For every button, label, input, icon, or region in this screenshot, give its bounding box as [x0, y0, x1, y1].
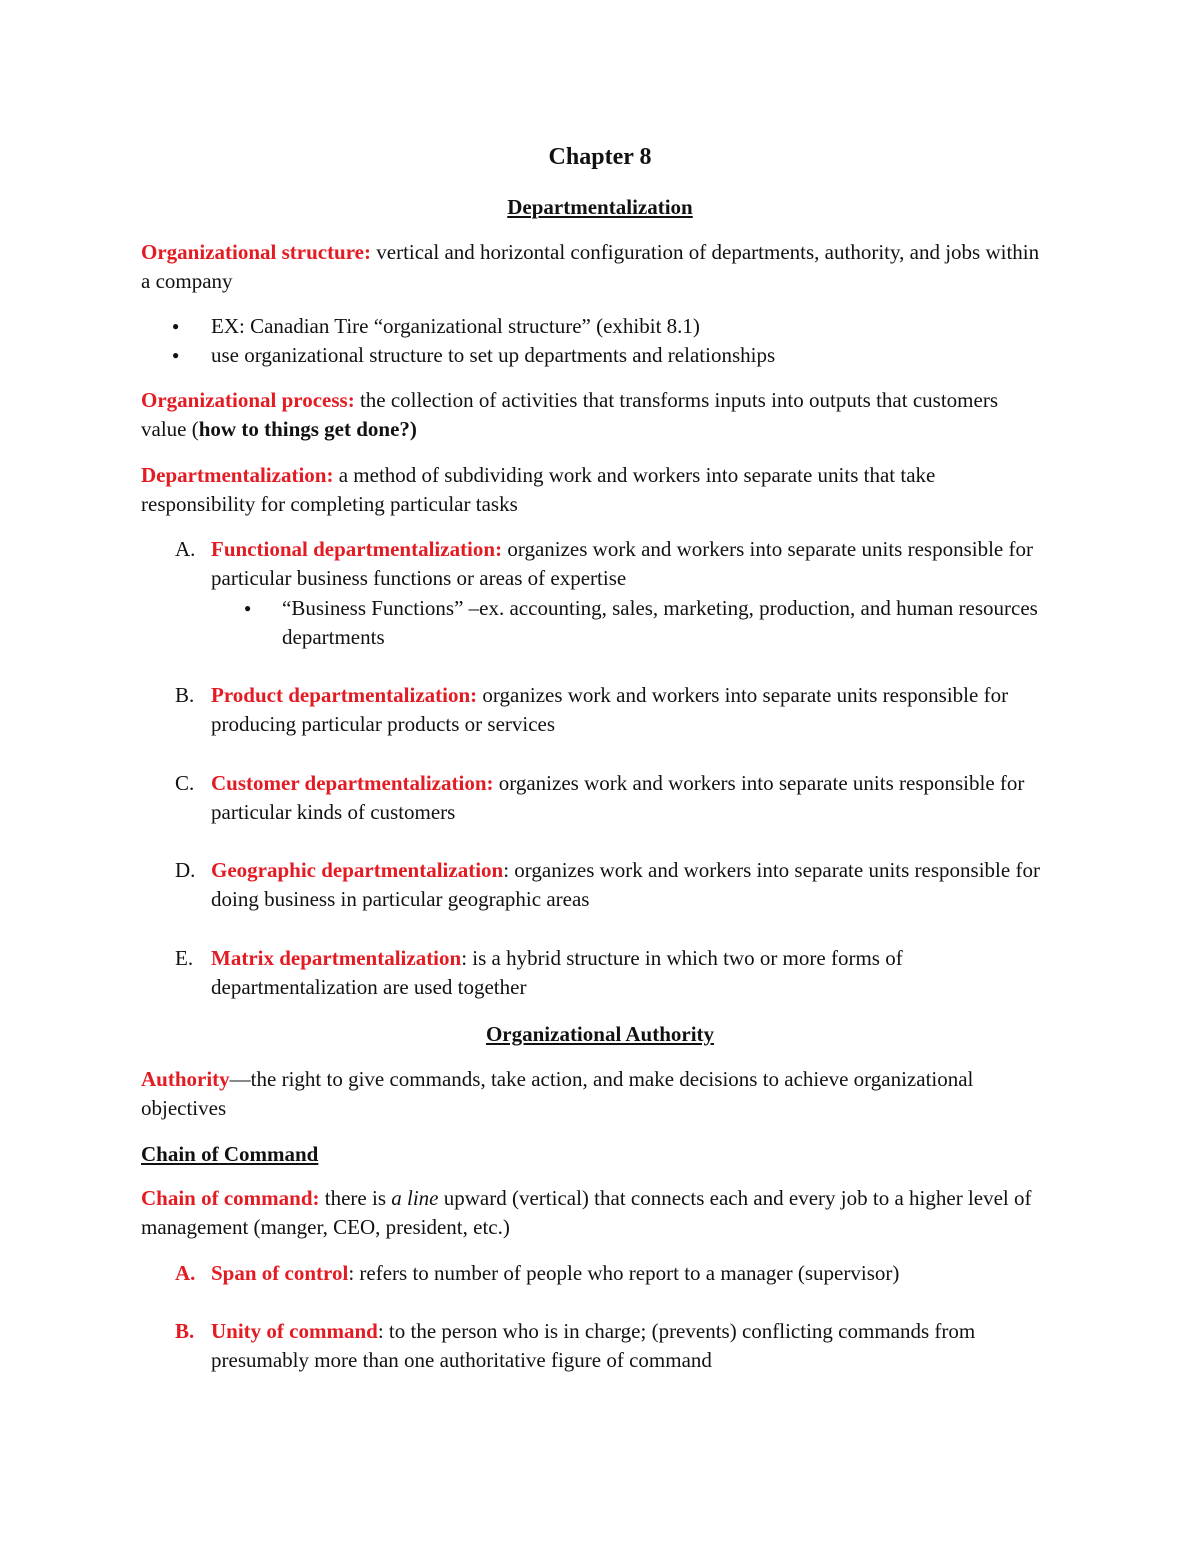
section-heading-departmentalization: Departmentalization	[507, 195, 693, 219]
type-product	[211, 681, 1051, 739]
definition-text: organizes work and workers into separate units responsible for producing particular products or services	[211, 683, 1009, 736]
definition-text: : is a hybrid structure in which two or more forms of departmentalization are used together	[211, 946, 903, 999]
type-matrix	[211, 944, 1051, 1002]
list-letter: A.	[175, 1261, 196, 1285]
list-letter: B.	[175, 683, 195, 707]
bullet-item: EX: Canadian Tire “organizational structure” (exhibit 8.1)	[211, 314, 700, 338]
definition-text: : to the person who is in charge; (prevents) conflicting commands from presumably more than one authoritative figure of command	[211, 1319, 976, 1372]
list-letter: E.	[175, 946, 194, 970]
bullet-icon: ●	[172, 348, 180, 362]
type-functional	[211, 535, 1051, 593]
term: Product departmentalization:	[211, 683, 478, 707]
term: Chain of command:	[141, 1186, 320, 1210]
term: Departmentalization:	[141, 463, 334, 487]
definition-text: —the right to give commands, take action, and make decisions to achieve organizational objectives	[141, 1067, 974, 1120]
type-geographic	[211, 856, 1051, 914]
term: Organizational structure:	[141, 240, 371, 264]
definition-chain-of-command	[141, 1184, 1046, 1242]
term: Span of control	[211, 1261, 349, 1285]
list-letter: B.	[175, 1319, 195, 1343]
term: Geographic departmentalization	[211, 858, 504, 882]
definition-organizational-process	[141, 386, 1046, 444]
definition-organizational-structure	[141, 238, 1046, 296]
definition-text: : organizes work and workers into separate units responsible for doing business in particular geographic areas	[211, 858, 1040, 911]
definition-text: organizes work and workers into separate units responsible for particular business functions or areas of expertise	[211, 537, 1033, 590]
subheading-chain-of-command: Chain of Command	[141, 1142, 319, 1166]
term: Organizational process:	[141, 388, 355, 412]
bullet-icon: ●	[244, 601, 252, 615]
emphasis-text: how to things get done?)	[198, 417, 417, 441]
list-letter: C.	[175, 771, 195, 795]
definition-text: a method of subdividing work and workers into separate units that take responsibility for completing particular tasks	[141, 463, 936, 516]
item-unity-of-command	[211, 1317, 1051, 1375]
term: Customer departmentalization:	[211, 771, 494, 795]
chapter-title: Chapter 8	[548, 144, 652, 170]
definition-departmentalization	[141, 461, 1046, 519]
definition-text: there is	[319, 1186, 392, 1210]
list-letter: A.	[175, 537, 196, 561]
term: Authority	[141, 1067, 230, 1091]
item-span-of-control	[211, 1259, 1051, 1288]
term: Functional departmentalization:	[211, 537, 503, 561]
bullet-item: “Business Functions” –ex. accounting, sales, marketing, production, and human resources departments	[282, 596, 1038, 649]
list-letter: D.	[175, 858, 196, 882]
definition-text: upward (vertical) that connects each and every job to a higher level of management (manger, CEO, president, etc.)	[141, 1186, 1032, 1239]
term: Matrix departmentalization	[211, 946, 462, 970]
italic-text: a line	[391, 1186, 439, 1210]
definition-text: vertical and horizontal configuration of departments, authority, and jobs within a company	[141, 240, 1040, 293]
bullet-item: use organizational structure to set up departments and relationships	[211, 343, 776, 367]
definition-authority	[141, 1065, 1046, 1123]
definition-text: : refers to number of people who report to a manager (supervisor)	[348, 1261, 900, 1285]
section-heading-organizational-authority: Organizational Authority	[485, 1022, 715, 1046]
definition-text: the collection of activities that transforms inputs into outputs that customers value (	[141, 388, 998, 441]
definition-text: organizes work and workers into separate units responsible for particular kinds of customers	[211, 771, 1025, 824]
bullet-icon: ●	[172, 319, 180, 333]
term: Unity of command	[211, 1319, 378, 1343]
type-customer	[211, 769, 1051, 827]
